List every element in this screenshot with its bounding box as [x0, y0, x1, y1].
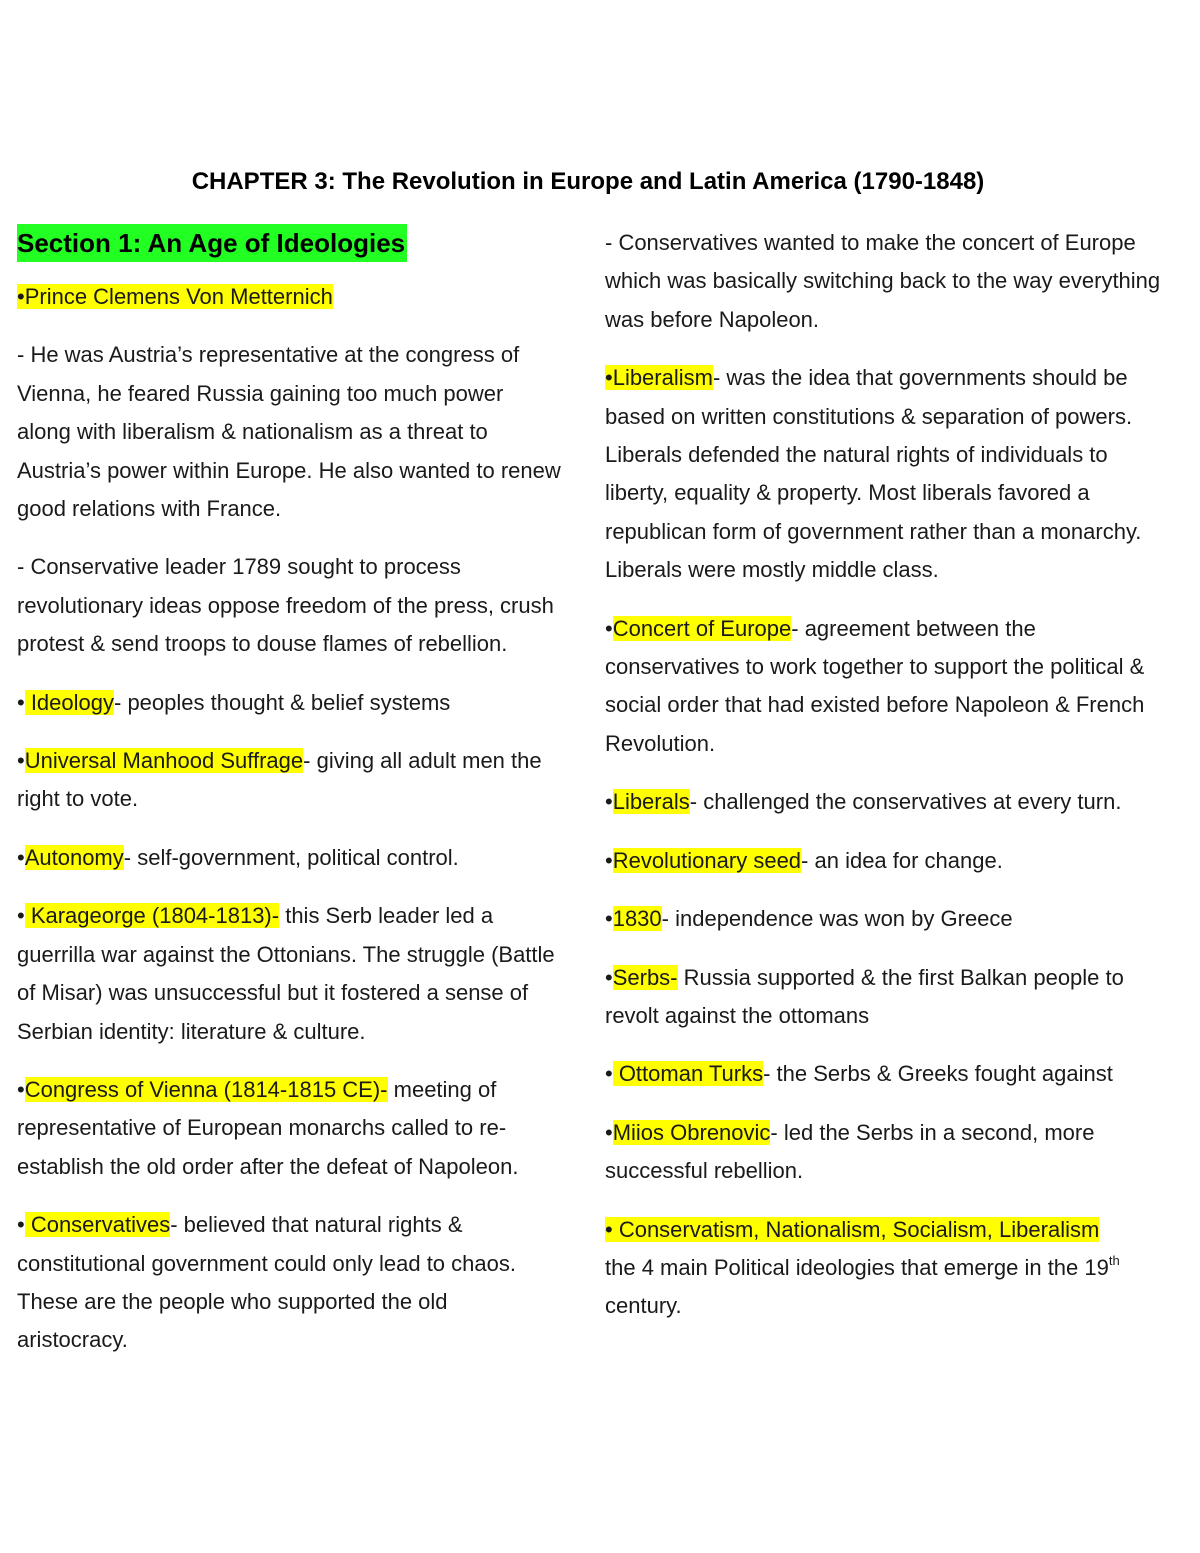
- entry-serbs: [605, 959, 1173, 1036]
- definition-concert-of-europe: - agreement between the conservatives to work together to support the political & social order that had existed before Napoleon & French Revolution.: [605, 615, 1145, 756]
- term-ideology: Ideology: [24, 689, 114, 715]
- definition-liberalism: - was the idea that governments should be based on written constitutions & separation of powers. Liberals defended the natural rights of individuals to liberty, equality & property. Most liberals favored a republican form of government rather than a monarchy. Liberals were mostly middle class.: [605, 365, 1142, 583]
- bullet: •: [17, 903, 25, 929]
- term-miios-obrenovic: Miios Obrenovic: [612, 1119, 771, 1145]
- definition-four-ideologies-end: century.: [605, 1293, 682, 1319]
- term-autonomy: Autonomy: [24, 844, 124, 870]
- definition-ottoman-turks: - the Serbs & Greeks fought against: [763, 1061, 1113, 1087]
- paragraph-metternich-1: - He was Austria’s representative at the congress of Vienna, he feared Russia gaining too much power along with liberalism & nationalism as a threat to Austria’s power within Europe. He also wanted to renew good relations with France.: [17, 342, 561, 522]
- definition-conservatives: - believed that natural rights & constitutional government could only lead to chaos. These are the people who supported the old aristocracy.: [17, 1212, 516, 1353]
- bullet: •: [17, 689, 25, 715]
- right-column: [605, 224, 1173, 1346]
- term-label: Liberalism: [612, 365, 713, 391]
- term-liberalism: [605, 365, 713, 390]
- term-1830: 1830: [612, 906, 662, 932]
- definition-autonomy: - self-government, political control.: [123, 844, 459, 870]
- definition-karageorge: this Serb leader led a guerrilla war against the Ottonians. The struggle (Battle of Misar) was unsuccessful but it fostered a sense of Serbian identity: literature & culture.: [17, 903, 555, 1044]
- entry-karageorge: [17, 897, 562, 1051]
- definition-liberals: - challenged the conservatives at every turn.: [689, 789, 1122, 815]
- definition-four-ideologies: the 4 main Political ideologies that emerge in the 19: [605, 1254, 1109, 1280]
- entry-ottoman-turks: [605, 1055, 1173, 1093]
- term-conservatives: Conservatives: [24, 1212, 171, 1238]
- entry-four-ideologies: [605, 1211, 1173, 1326]
- entry-revolutionary-seed: [605, 842, 1173, 880]
- entry-liberalism: [605, 359, 1173, 589]
- term-karageorge: Karageorge (1804-1813)-: [24, 903, 280, 929]
- entry-congress-of-vienna: [17, 1071, 562, 1186]
- entry-suffrage: [17, 742, 562, 819]
- term-revolutionary-seed: Revolutionary seed: [612, 847, 802, 873]
- definition-revolutionary-seed: - an idea for change.: [801, 847, 1003, 873]
- term-metternich: [17, 284, 333, 309]
- section-heading: Section 1: An Age of Ideologies: [17, 224, 407, 262]
- bullet: •: [17, 284, 25, 309]
- term-label: Conservatism, Nationalism, Socialism, Liberalism: [612, 1216, 1100, 1242]
- definition-miios-obrenovic: - led the Serbs in a second, more successful rebellion.: [605, 1119, 1095, 1184]
- paragraph-concert-intro: - Conservatives wanted to make the concert of Europe which was basically switching back to the way everything was before Napoleon.: [605, 230, 1161, 332]
- entry-conservatives: [17, 1206, 562, 1360]
- left-column: [17, 224, 562, 1380]
- bullet: •: [17, 1076, 25, 1102]
- page-title: CHAPTER 3: The Revolution in Europe and Latin America (1790-1848): [191, 168, 985, 195]
- bullet: •: [605, 1061, 613, 1087]
- definition-1830: - independence was won by Greece: [661, 906, 1013, 932]
- term-liberals: Liberals: [612, 789, 690, 815]
- bullet: •: [17, 748, 25, 774]
- definition-suffrage: - giving all adult men the right to vote.: [17, 748, 542, 812]
- term-four-ideologies: [605, 1217, 1099, 1242]
- bullet: •: [605, 615, 613, 641]
- term-suffrage: Universal Manhood Suffrage: [24, 748, 304, 774]
- bullet: •: [605, 906, 613, 932]
- entry-autonomy: [17, 839, 562, 877]
- definition-congress-of-vienna: meeting of representative of European monarchs called to re-establish the old order after the defeat of Napoleon.: [17, 1076, 519, 1179]
- definition-serbs: Russia supported & the first Balkan people to revolt against the ottomans: [605, 964, 1124, 1028]
- bullet: •: [605, 847, 613, 873]
- entry-1830: [605, 900, 1173, 938]
- definition-ideology: - peoples thought & belief systems: [114, 689, 451, 715]
- bullet: •: [17, 844, 25, 870]
- entry-concert-of-europe: [605, 610, 1173, 764]
- entry-miios-obrenovic: [605, 1114, 1173, 1191]
- entry-metternich: [17, 278, 562, 316]
- term-label: Prince Clemens Von Metternich: [24, 284, 333, 309]
- entry-ideology: [17, 684, 562, 722]
- bullet: •: [17, 1212, 25, 1238]
- term-serbs: Serbs-: [612, 964, 678, 990]
- bullet: •: [605, 1119, 613, 1145]
- term-ottoman-turks: Ottoman Turks: [612, 1061, 764, 1087]
- bullet: •: [605, 1216, 613, 1242]
- bullet: •: [605, 964, 613, 990]
- paragraph-metternich-2: - Conservative leader 1789 sought to process revolutionary ideas oppose freedom of the press, crush protest & send troops to douse flames of rebellion.: [17, 554, 554, 657]
- entry-liberals: [605, 783, 1173, 821]
- bullet: •: [605, 365, 613, 391]
- superscript-th: th: [1108, 1252, 1120, 1268]
- term-congress-of-vienna: Congress of Vienna (1814-1815 CE)-: [24, 1076, 388, 1102]
- bullet: •: [605, 789, 613, 815]
- term-concert-of-europe: Concert of Europe: [612, 615, 792, 641]
